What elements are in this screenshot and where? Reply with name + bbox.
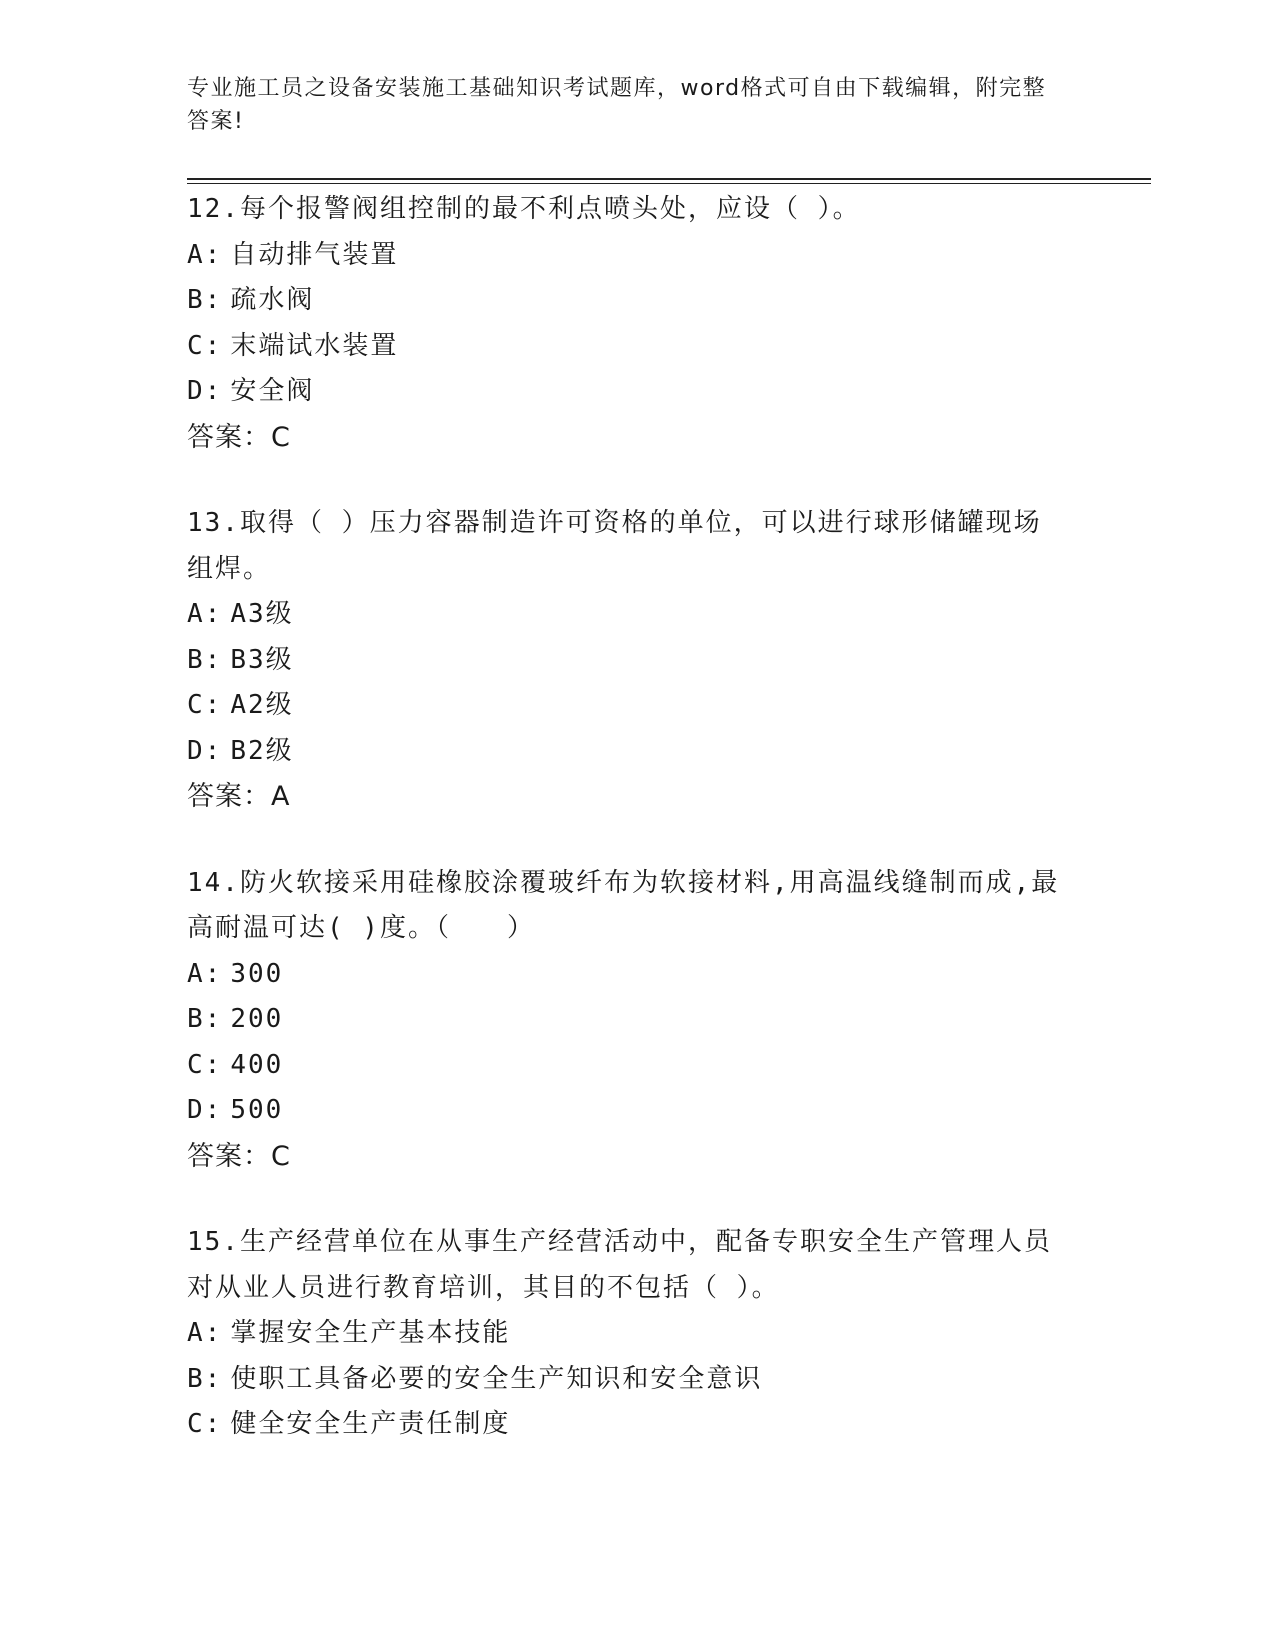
- option-d: [187, 369, 1087, 415]
- question-stem: 13.取得（ ）压力容器制造许可资格的单位，可以进行球形储罐现场组焊。: [187, 508, 1042, 584]
- option-text: 使职工具备必要的安全生产知识和安全意识: [230, 1363, 763, 1394]
- option-c: [187, 324, 1087, 370]
- answer-line: 答案：C: [187, 421, 291, 453]
- option-letter: D:: [187, 376, 223, 406]
- option-letter: B:: [187, 1363, 223, 1394]
- question-12: [187, 187, 1087, 460]
- option-d: [187, 1088, 1087, 1134]
- option-letter: A:: [187, 599, 223, 629]
- question-stem: 12.每个报警阀组控制的最不利点喷头处，应设（ ）。: [187, 194, 861, 224]
- option-b: [187, 1357, 1087, 1403]
- option-text: 200: [230, 1004, 284, 1034]
- option-letter: A:: [187, 958, 223, 989]
- option-text: 安全阀: [230, 376, 315, 406]
- option-letter: C:: [187, 1409, 223, 1439]
- option-letter: B:: [187, 285, 223, 315]
- document-header: 专业施工员之设备安装施工基础知识考试题库，word格式可自由下载编辑，附完整答案!: [187, 76, 1047, 134]
- option-a: [187, 233, 1087, 279]
- question-15: [187, 1220, 1087, 1448]
- option-b: [187, 638, 1087, 684]
- answer-line: 答案：A: [187, 781, 291, 812]
- option-letter: D:: [187, 735, 223, 766]
- option-text: 掌握安全生产基本技能: [230, 1318, 511, 1348]
- option-a: [187, 952, 1087, 998]
- question-13: [187, 501, 1087, 820]
- option-text: 自动排气装置: [230, 239, 399, 270]
- answer-line: 答案：C: [187, 1140, 291, 1172]
- option-letter: B:: [187, 1004, 223, 1034]
- option-text: 健全安全生产责任制度: [230, 1409, 511, 1439]
- option-text: B2级: [230, 735, 294, 766]
- header-rule-thick: [187, 178, 1151, 180]
- question-stem: 15.生产经营单位在从事生产经营活动中，配备专职安全生产管理人员对从业人员进行教育培训，其目的不包括（ ）。: [187, 1227, 1052, 1303]
- option-text: 500: [230, 1095, 284, 1125]
- option-letter: A:: [187, 1318, 223, 1348]
- option-letter: B:: [187, 644, 223, 675]
- option-text: 末端试水装置: [230, 330, 399, 361]
- option-c: [187, 1043, 1087, 1089]
- option-text: A3级: [230, 599, 294, 629]
- option-letter: C:: [187, 1049, 223, 1080]
- question-14: [187, 861, 1087, 1180]
- option-text: B3级: [230, 644, 294, 675]
- option-a: [187, 592, 1087, 638]
- option-text: A2级: [230, 690, 294, 720]
- option-text: 300: [230, 958, 284, 989]
- option-b: [187, 278, 1087, 324]
- option-c: [187, 1402, 1087, 1448]
- option-c: [187, 683, 1087, 729]
- question-stem: 14.防火软接采用硅橡胶涂覆玻纤布为软接材料,用高温线缝制而成,最高耐温可达( )度。（ ）: [187, 867, 1060, 943]
- option-letter: D:: [187, 1095, 223, 1125]
- option-letter: A:: [187, 239, 223, 270]
- option-letter: C:: [187, 330, 223, 361]
- option-b: [187, 997, 1087, 1043]
- option-a: [187, 1311, 1087, 1357]
- question-list: [187, 187, 1087, 1489]
- header-rule-thin: [187, 183, 1151, 184]
- option-text: 400: [230, 1049, 284, 1080]
- option-letter: C:: [187, 690, 223, 720]
- option-d: [187, 729, 1087, 775]
- option-text: 疏水阀: [230, 285, 315, 315]
